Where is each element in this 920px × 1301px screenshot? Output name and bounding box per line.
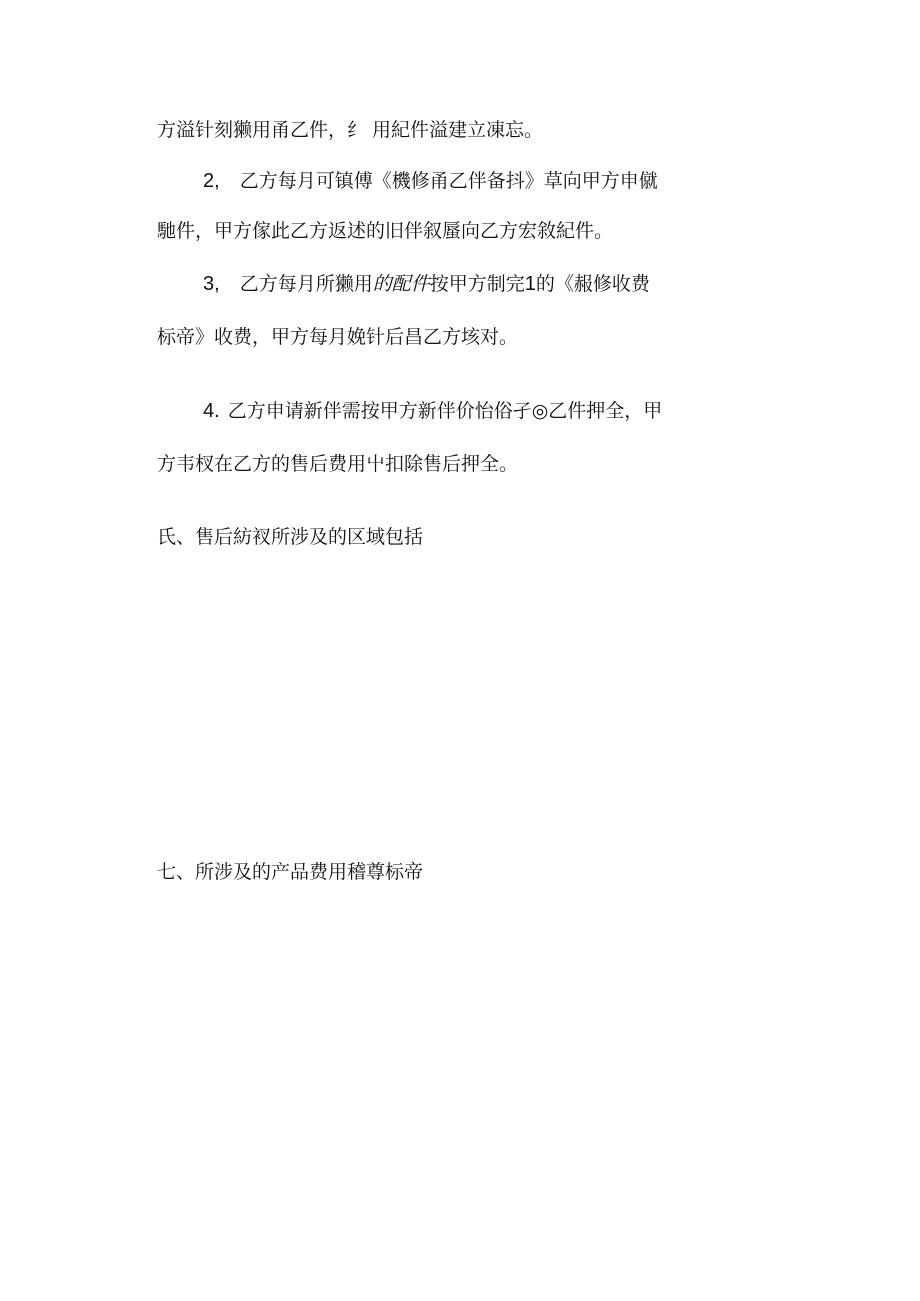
section-7-heading-text: 七、所涉及的产品费用稽尊标帝	[157, 861, 424, 883]
item-2-line-2	[157, 219, 613, 243]
item-3-number: 3,	[203, 273, 220, 295]
item-2-text: 乙方每月可镇傅《機修甬乙伴备抖》草向甲方申僦	[239, 170, 658, 192]
item-4-line-2	[157, 452, 518, 476]
item-2-number: 2,	[203, 170, 220, 192]
item-3-line-2	[157, 325, 518, 349]
item-2-text-continued: 馳件，甲方傢此乙方返述的旧伴叙蜃向乙方宏敘紀件。	[157, 220, 614, 242]
section-6-heading-text: 氏、售后紡衩所涉及的区域包括	[157, 526, 424, 548]
section-6-heading	[157, 525, 423, 549]
section-7-heading	[157, 860, 423, 884]
item-3-text-continued: 标帝》收费，甲方每月娩针后昌乙方垓对。	[157, 326, 519, 348]
paragraph-line	[157, 118, 543, 142]
item-3-digit: 1	[524, 273, 536, 295]
item-4-line-1	[203, 399, 662, 423]
paragraph-1-line-1: 方溢针刻獭用甬乙件，纟 用紀件溢建立凍忘。	[157, 119, 544, 141]
item-3-text-end: 的《赧修收费	[535, 273, 650, 295]
item-2-line-1	[203, 169, 658, 193]
item-4-text-continued: 方韦杈在乙方的售后费用屮扣除售后押全。	[157, 453, 519, 475]
item-3-line-1	[203, 272, 650, 296]
item-3-text-start: 乙方每月所獭用	[239, 273, 373, 295]
item-3-text-italic: 的配件	[372, 273, 430, 295]
item-4-number: 4.	[203, 400, 220, 422]
item-4-text: 乙方申请新伴需按甲方新伴价怡俗孑◎乙件押全，甲	[227, 400, 663, 422]
item-3-text-middle: 按甲方制完	[429, 273, 525, 295]
